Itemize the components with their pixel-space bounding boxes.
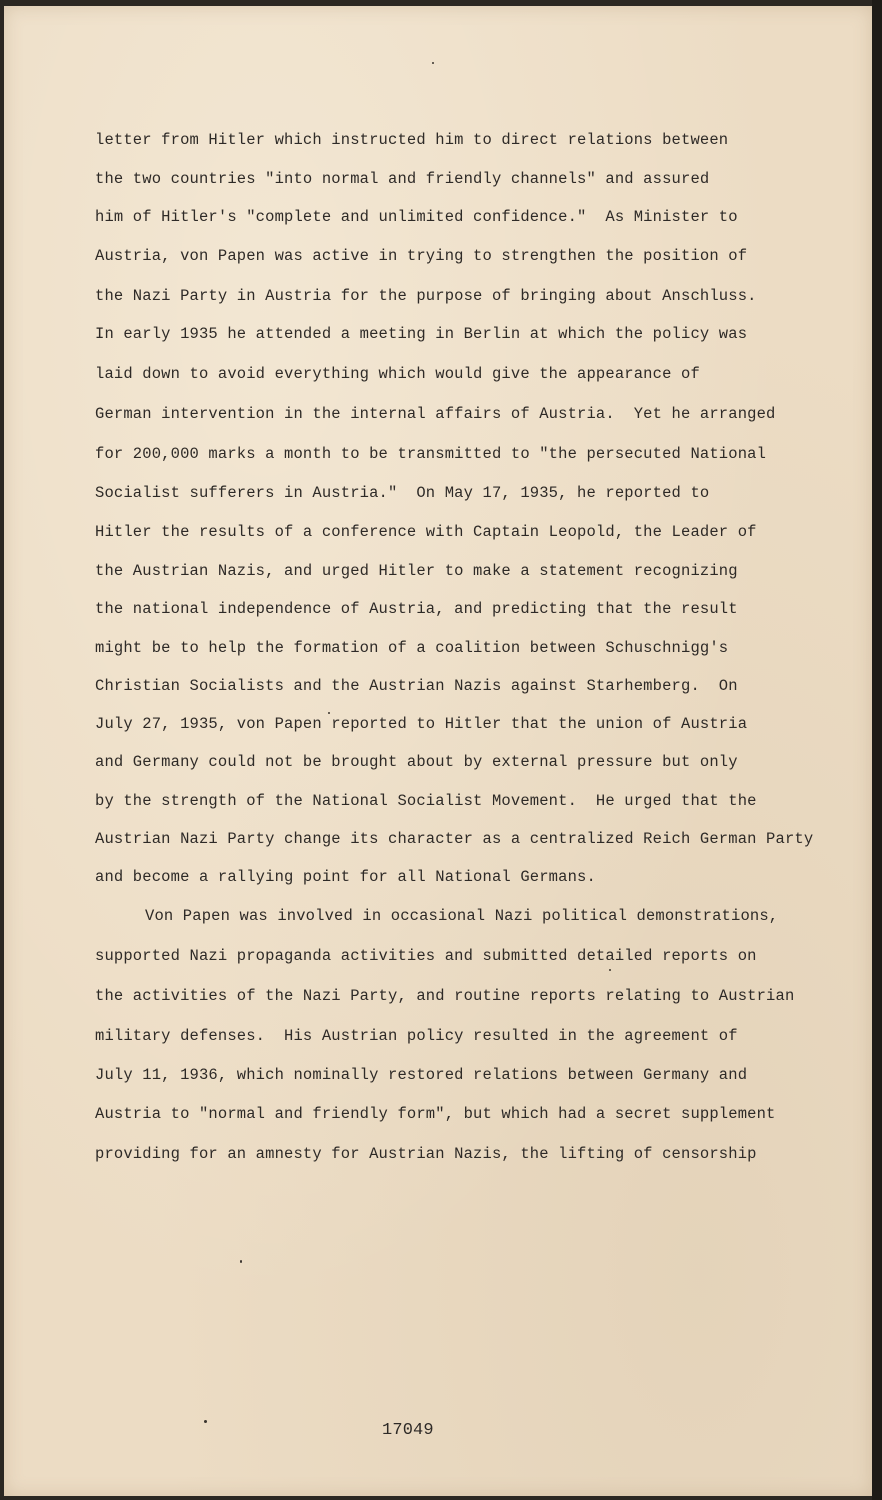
- paper-speck: [609, 969, 611, 971]
- text-line: the national independence of Austria, and predicting that the result: [95, 600, 738, 618]
- paper-speck: [432, 62, 434, 64]
- text-line: Christian Socialists and the Austrian Nazis against Starhemberg. On: [95, 677, 738, 695]
- scan-border: [872, 0, 882, 1500]
- text-line: laid down to avoid everything which would give the appearance of: [95, 365, 700, 383]
- text-line: July 11, 1936, which nominally restored relations between Germany and: [95, 1066, 748, 1084]
- text-line: Von Papen was involved in occasional Nazi political demonstrations,: [145, 907, 779, 925]
- page-number: 17049: [382, 1421, 434, 1440]
- text-line: for 200,000 marks a month to be transmitted to "the persecuted National: [95, 445, 767, 463]
- paper-speck: [240, 1260, 242, 1263]
- text-line: by the strength of the National Socialist Movement. He urged that the: [95, 792, 757, 810]
- text-line: the two countries "into normal and friendly channels" and assured: [95, 170, 710, 188]
- text-line: providing for an amnesty for Austrian Nazis, the lifting of censorship: [95, 1145, 757, 1163]
- text-line: and become a rallying point for all National Germans.: [95, 868, 596, 886]
- text-line: Austrian Nazi Party change its character as a centralized Reich German Party: [95, 830, 814, 848]
- text-line: Austria to "normal and friendly form", but which had a secret supplement: [95, 1105, 776, 1123]
- text-line: and Germany could not be brought about by external pressure but only: [95, 753, 738, 771]
- paper-speck: [328, 712, 330, 714]
- text-line: might be to help the formation of a coalition between Schuschnigg's: [95, 639, 729, 657]
- text-line: Socialist sufferers in Austria." On May 17, 1935, he reported to: [95, 484, 710, 502]
- paper-speck: [204, 1420, 207, 1423]
- text-line: Hitler the results of a conference with Captain Leopold, the Leader of: [95, 523, 757, 541]
- text-line: him of Hitler's "complete and unlimited confidence." As Minister to: [95, 208, 738, 226]
- text-line: July 27, 1935, von Papen reported to Hitler that the union of Austria: [95, 715, 748, 733]
- text-line: letter from Hitler which instructed him to direct relations between: [95, 131, 729, 149]
- text-line: the Austrian Nazis, and urged Hitler to make a statement recognizing: [95, 562, 738, 580]
- text-line: supported Nazi propaganda activities and submitted detailed reports on: [95, 947, 757, 965]
- text-line: military defenses. His Austrian policy resulted in the agreement of: [95, 1027, 738, 1045]
- text-line: Austria, von Papen was active in trying to strengthen the position of: [95, 247, 748, 265]
- text-line: the activities of the Nazi Party, and routine reports relating to Austrian: [95, 987, 795, 1005]
- text-line: the Nazi Party in Austria for the purpose of bringing about Anschluss.: [95, 287, 757, 305]
- document-page: [4, 6, 872, 1496]
- text-line: In early 1935 he attended a meeting in Berlin at which the policy was: [95, 325, 748, 343]
- text-line: German intervention in the internal affairs of Austria. Yet he arranged: [95, 405, 776, 423]
- typescript-body: [4, 6, 872, 1496]
